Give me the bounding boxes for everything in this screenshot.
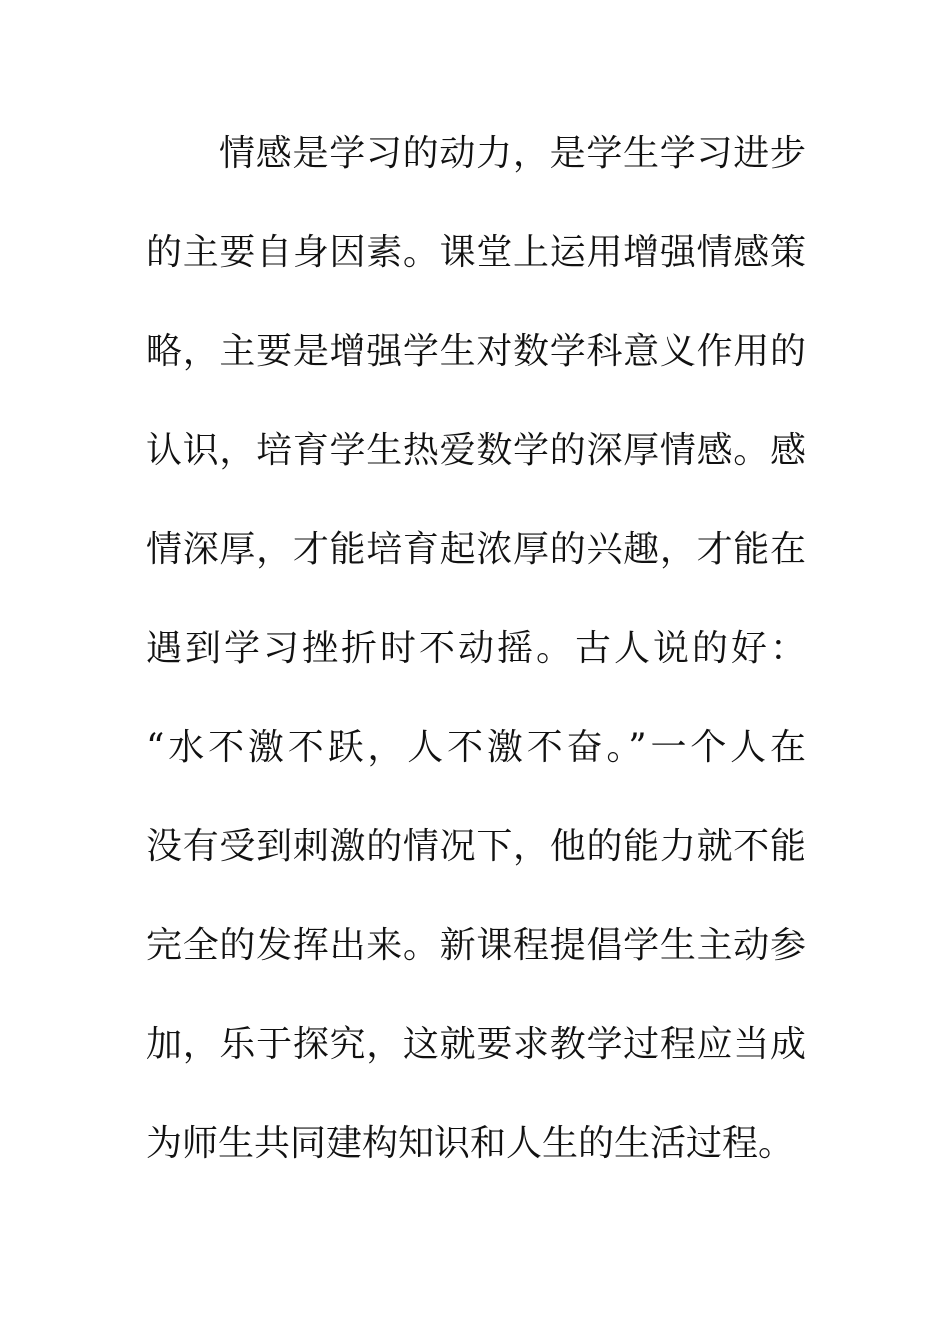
paragraph-line-4: 认识，培育学生热爱数学的深厚情感。感: [146, 430, 806, 471]
paragraph-line-7: “水不激不跃，人不激不奋。”一个人在: [146, 727, 806, 768]
paragraph-line-9: 完全的发挥出来。新课程提倡学生主动参: [146, 925, 806, 966]
paragraph-line-11: 为师生共同建构知识和人生的生活过程。: [146, 1123, 795, 1164]
paragraph-line-2: 的主要自身因素。课堂上运用增强情感策: [146, 232, 806, 273]
paragraph-line-8: 没有受到刺激的情况下，他的能力就不能: [146, 826, 806, 867]
paragraph-line-6: 遇到学习挫折时不动摇。古人说的好：: [146, 628, 806, 669]
paragraph-line-3: 略，主要是增强学生对数学科意义作用的: [146, 331, 806, 372]
paragraph-line-5: 情深厚，才能培育起浓厚的兴趣，才能在: [146, 529, 806, 570]
paragraph-line-1: 情感是学习的动力，是学生学习进步: [219, 133, 806, 174]
paragraph-line-10: 加，乐于探究，这就要求教学过程应当成: [146, 1024, 806, 1065]
paragraph: [146, 124, 806, 1213]
